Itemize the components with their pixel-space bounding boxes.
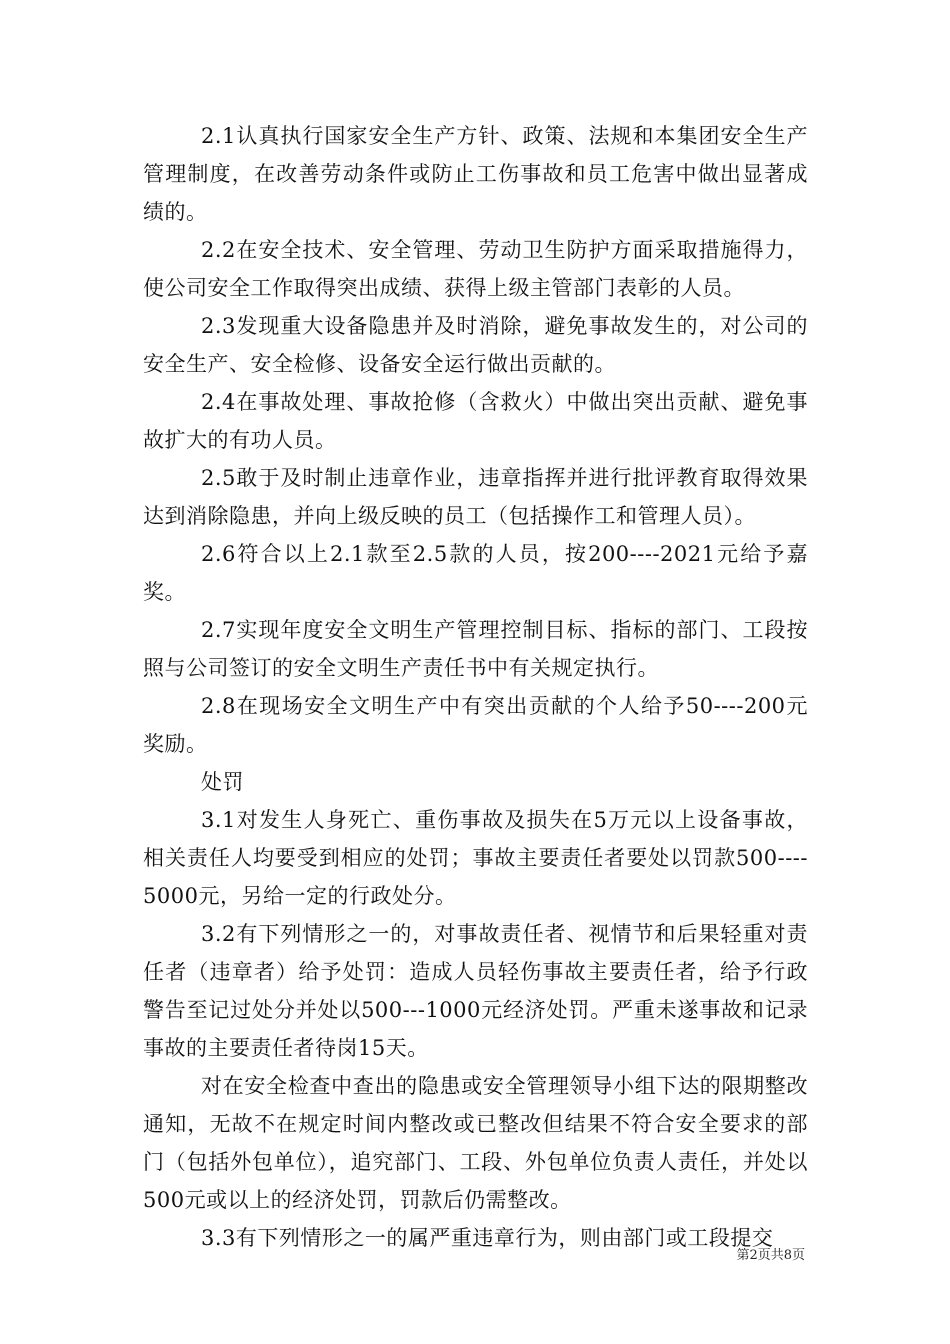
paragraph-2-2: 2.2在安全技术、安全管理、劳动卫生防护方面采取措施得力，使公司安全工作取得突出成绩、获得上级主管部门表彰的人员。 [143, 238, 808, 300]
paragraph-3-2: 3.2有下列情形之一的，对事故责任者、视情节和后果轻重对责任者（违章者）给予处罚：造成人员轻伤事故主要责任者，给予行政警告至记过处分并处以500---1000元经济处罚。严重未遂事故和记录事故的主要责任者待岗15天。 [143, 922, 808, 1060]
paragraph-2-1: 2.1认真执行国家安全生产方针、政策、法规和本集团安全生产管理制度，在改善劳动条件或防止工伤事故和员工危害中做出显著成绩的。 [143, 124, 808, 224]
document-body [143, 117, 808, 1257]
paragraph-2-8: 2.8在现场安全文明生产中有突出贡献的个人给予50----200元奖励。 [143, 694, 808, 756]
paragraph-3-1: 3.1对发生人身死亡、重伤事故及损失在5万元以上设备事故，相关责任人均要受到相应的处罚；事故主要责任者要处以罚款500----5000元，另给一定的行政处分。 [143, 808, 808, 908]
paragraph-inspection: 对在安全检查中查出的隐患或安全管理领导小组下达的限期整改通知，无故不在规定时间内整改或已整改但结果不符合安全要求的部门（包括外包单位），追究部门、工段、外包单位负责人责任，并处以500元或以上的经济处罚，罚款后仍需整改。 [143, 1074, 808, 1212]
paragraph-2-3: 2.3发现重大设备隐患并及时消除，避免事故发生的，对公司的安全生产、安全检修、设备安全运行做出贡献的。 [143, 314, 808, 376]
paragraph-2-7: 2.7实现年度安全文明生产管理控制目标、指标的部门、工段按照与公司签订的安全文明生产责任书中有关规定执行。 [143, 618, 808, 680]
paragraph-2-6: 2.6符合以上2.1款至2.5款的人员，按200----2021元给予嘉奖。 [143, 542, 808, 604]
section-heading-penalty: 处罚 [201, 770, 244, 794]
paragraph-2-4: 2.4在事故处理、事故抢修（含救火）中做出突出贡献、避免事故扩大的有功人员。 [143, 390, 808, 452]
paragraph-2-5: 2.5敢于及时制止违章作业，违章指挥并进行批评教育取得效果达到消除隐患，并向上级反映的员工（包括操作工和管理人员）。 [143, 466, 808, 528]
paragraph-3-3: 3.3有下列情形之一的属严重违章行为，则由部门或工段提交 [201, 1226, 774, 1250]
page-number: 第2页共8页 [736, 1248, 805, 1263]
